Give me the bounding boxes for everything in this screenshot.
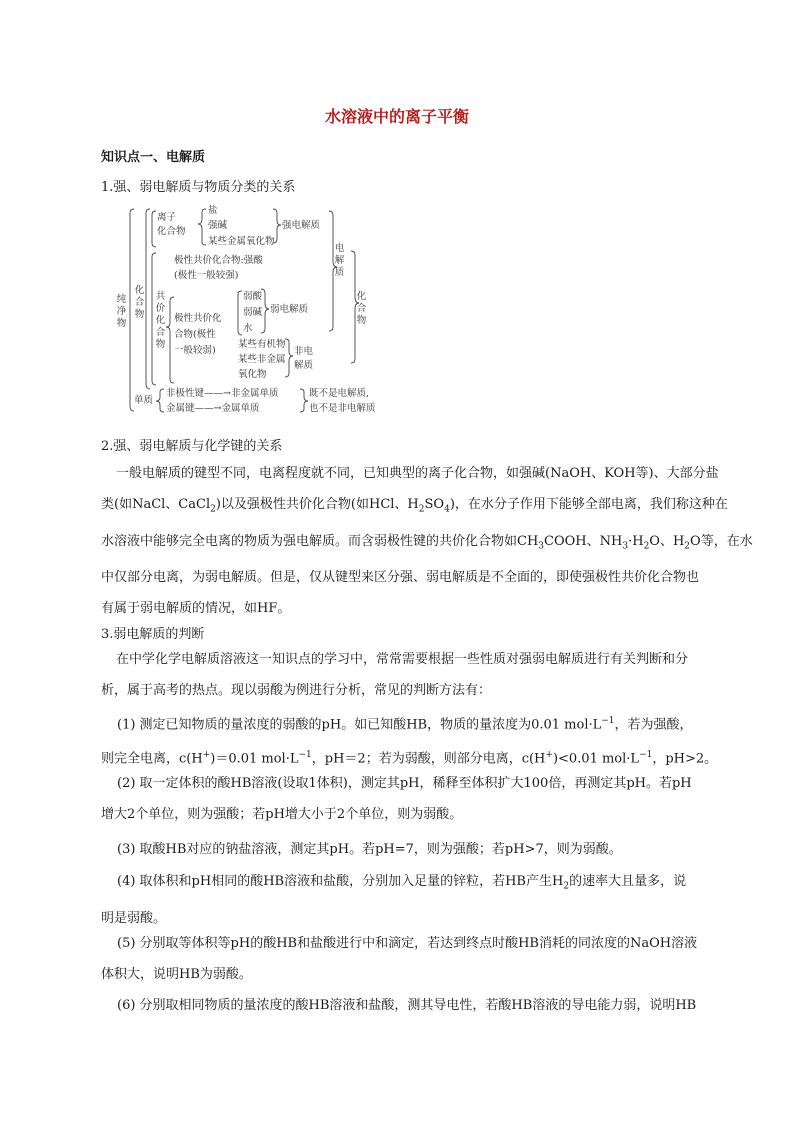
paragraph-line: 中仅部分电离，为弱电解质。但是，仅从键型来区分强、弱电解质是不全面的，即使强极性共价化合物也 [101,570,700,586]
classification-diagram [112,201,382,423]
method-line: (6) 分别取相同物质的量浓度的酸HB溶液和盐酸，测其导电性，若酸HB溶液的导电能力弱，说明HB [104,998,697,1013]
label-strong-base: 强碱 [208,220,228,231]
label-salt: 盐 [208,205,218,216]
label-nonmetal-oxide: 某些非金属 [238,354,286,365]
label-strong-electrolyte: 强电解质 [282,220,321,231]
method-6 [101,990,721,1021]
label-neither-1: 既不是电解质, [309,388,370,399]
section-heading-electrolytes: 知识点一、电解质 [101,150,206,165]
label-compound: 化合物 [134,285,145,320]
method-5 [101,928,721,990]
method-2 [101,768,721,830]
method-line: 则完全电离，c(H+)＝0.01 $mol\cdot L^{-1}$，pH＝2；若为弱酸，则部分电离，c(H+)<0.01 $mol\cdot L^{-1}$，pH>2。 [101,750,718,767]
subheading-chemical-bond: 2.强、弱电解质与化学键的关系 [101,439,283,454]
method-line: (5) 分别取等体积等pH的酸HB和盐酸进行中和滴定，若达到终点时酸HB消耗的同浓度的NaOH溶液 [104,936,698,951]
label-metallic-bond: 金属键——→金属单质 [166,403,260,414]
label-element: 单质 [134,395,154,406]
method-1 [101,706,721,775]
label-weak-acid: 弱酸 [243,291,263,302]
label-polar-strong: 极性共价化合物:强酸 [174,255,263,266]
label-neither-2: 也不是非电解质 [309,403,376,414]
label-weak-electrolyte: 弱电解质 [270,304,309,315]
page-title: 水溶液中的离子平衡 [324,107,469,126]
label-metal-oxide: 某些金属氧化物 [208,236,275,247]
paragraph-line: 水溶液中能够完全电离的物质为强电解质。而含弱极性键的共价化合物如$CH_3COOH$、$NH_3\cdot H_2O$、$H_2O$等，在水 [101,533,753,552]
label-ionic-compound: 化合物 [157,226,186,237]
label-nonpolar-bond: 非极性键——→非金属单质 [166,388,279,399]
paragraph-bond-relation [101,458,753,624]
label-ionic: 离子 [157,212,177,223]
label-weak-base: 弱碱 [243,307,263,318]
paragraph-line: 有属于弱电解质的情况，如HF。 [101,601,291,617]
subheading-weak-electrolyte-judgement: 3.弱电解质的判断 [101,627,205,642]
paragraph-line: 析，属于高考的热点。现以弱酸为例进行分析，常见的判断方法有： [101,683,492,698]
paragraph-line: 类(如NaCl、CaCl$_2$)以及强极性共价化合物(如HCl、$H_2SO_4$)，在水分子作用下能够全部电离，我们称这种在 [101,497,728,515]
method-3 [101,834,721,865]
method-line: (2) 取一定体积的酸HB溶液(设取1体积)，测定其pH，稀释至体积扩大100倍，再测定其pH。若pH [104,776,692,791]
method-line: (1) 测定已知物质的量浓度的弱酸的pH。如已知酸HB，物质的量浓度为0.01 $mol\cdot L^{-1}$，若为强酸， [104,716,693,733]
label-pure-substance: 纯净物 [116,294,127,329]
method-line: (3) 取酸HB对应的钠盐溶液，测定其pH。若pH=7，则为强酸；若pH>7，则为弱酸。 [104,842,622,857]
label-non-electrolyte-1: 非电 [294,346,314,357]
method-line: (4) 取体积和pH相同的酸HB溶液和盐酸，分别加入足量的锌粒，若HB产生$H_2$的速率大且量多，说 [104,874,687,892]
label-polar-weak-2: 合物(极性 [174,329,216,340]
label-organic: 某些有机物 [238,339,286,350]
label-compound-right: 化合物 [356,291,367,326]
label-polar-weak-3: 一般较弱) [174,345,216,356]
method-line: 增大2个单位，则为强酸；若pH增大小于2个单位，则为弱酸。 [101,807,463,822]
label-polar-strong-note: (极性一般较强) [174,270,239,281]
paragraph-line: 一般电解质的键型不同，电离程度就不同，已知典型的离子化合物，如强碱(NaOH、KOH等)、大部分盐 [103,466,719,481]
label-electrolyte: 电解质 [334,243,345,278]
method-4 [101,866,721,934]
method-line: 体积大，说明HB为弱酸。 [101,967,252,982]
label-oxide: 氧化物 [238,369,267,380]
subheading-classification: 1.强、弱电解质与物质分类的关系 [101,180,296,195]
label-water: 水 [243,323,253,334]
paragraph-judgement-intro [101,644,701,706]
method-line: 明是弱酸。 [101,910,167,926]
paragraph-line: 在中学化学电解质溶液这一知识点的学习中，常常需要根据一些性质对强弱电解质进行有关判断和分 [103,652,689,667]
label-polar-weak-1: 极性共价化 [174,313,222,324]
label-covalent-compound: 共价化合物 [155,291,166,350]
label-non-electrolyte-2: 解质 [294,360,314,371]
